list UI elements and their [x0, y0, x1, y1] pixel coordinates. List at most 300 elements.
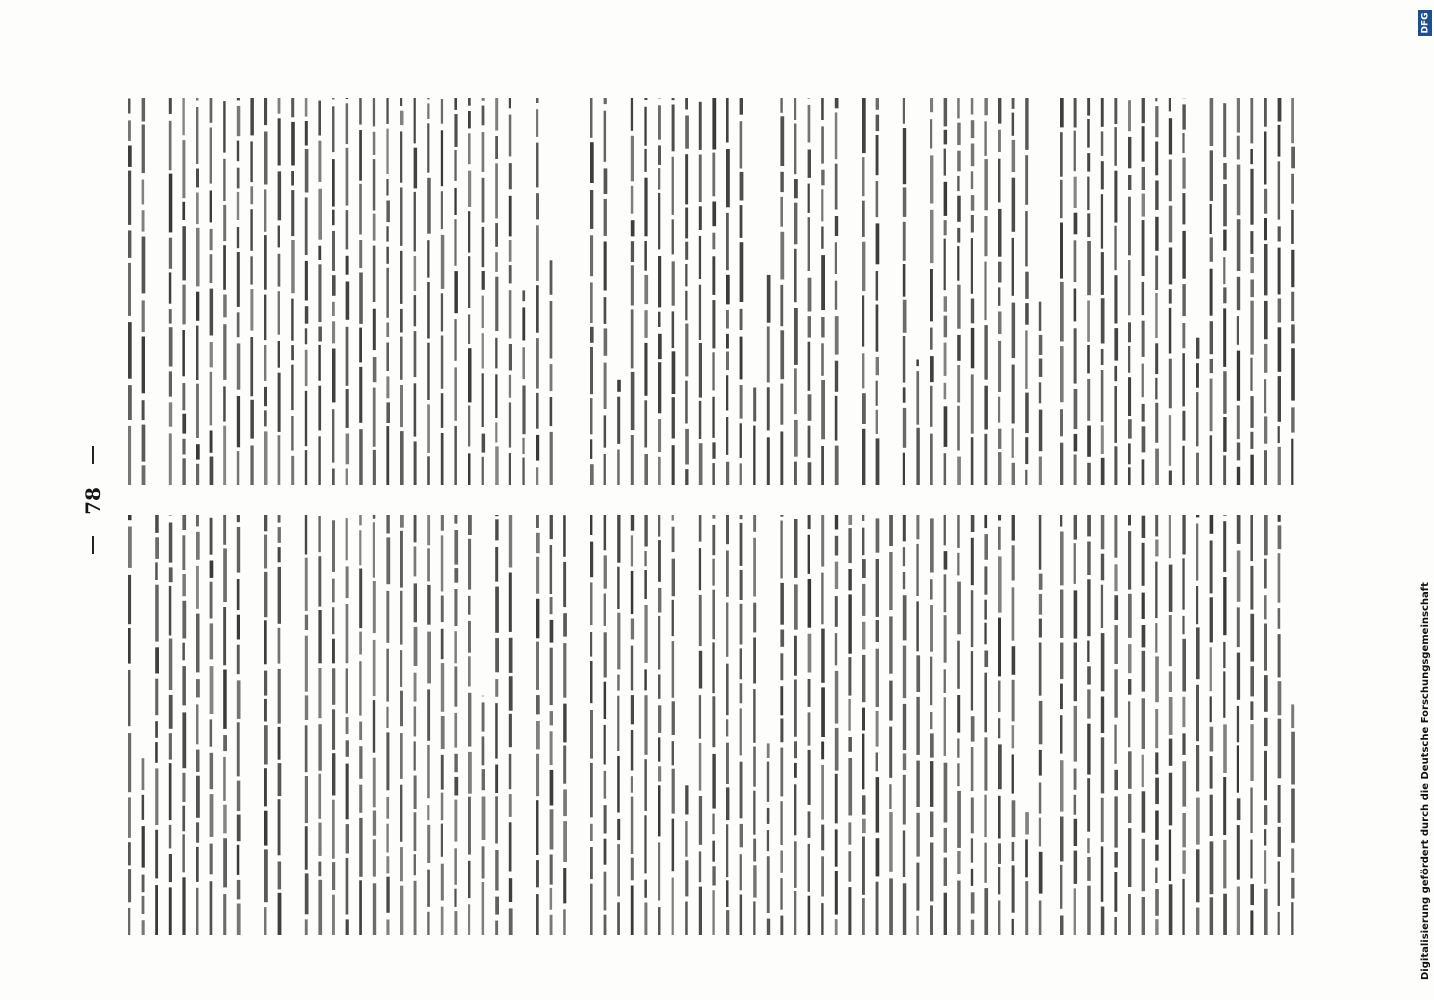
text-word-stroke: [835, 98, 839, 108]
text-word-stroke: [1060, 643, 1063, 680]
text-word-stroke: [998, 159, 1001, 203]
text-word-stroke: [1291, 704, 1294, 728]
text-word-stroke: [740, 604, 743, 645]
text-word-stroke: [427, 240, 429, 277]
text-word-stroke: [318, 516, 320, 552]
text-word-stroke: [264, 907, 267, 935]
text-word-stroke: [590, 763, 593, 817]
text-word-stroke: [196, 566, 199, 609]
text-word-stroke: [414, 776, 417, 810]
text-word-stroke: [223, 894, 226, 935]
text-word-stroke: [590, 515, 592, 535]
text-word-stroke: [808, 278, 812, 312]
text-word-stroke: [400, 251, 403, 304]
text-word-stroke: [128, 230, 131, 258]
text-word-stroke: [441, 629, 444, 659]
text-word-stroke: [590, 847, 593, 879]
text-word-stroke: [672, 600, 674, 636]
text-word-stroke: [386, 201, 390, 223]
text-word-stroke: [563, 562, 566, 607]
text-word-stroke: [1210, 597, 1213, 642]
text-word-stroke: [278, 763, 282, 796]
text-word-stroke: [1264, 379, 1266, 413]
text-word-stroke: [482, 333, 484, 368]
text-word-stroke: [482, 227, 485, 267]
text-word-stroke: [305, 197, 308, 255]
text-word-stroke: [264, 699, 267, 722]
text-word-stroke: [821, 742, 824, 760]
text-word-stroke: [971, 892, 975, 913]
text-word-stroke: [672, 397, 675, 438]
text-word-stroke: [944, 383, 947, 400]
text-word-stroke: [264, 768, 267, 806]
text-word-stroke: [223, 607, 226, 665]
text-word-stroke: [1087, 838, 1090, 853]
text-word-stroke: [1039, 359, 1043, 377]
text-word-stroke: [237, 645, 240, 675]
text-word-stroke: [1250, 666, 1254, 696]
text-word-stroke: [346, 668, 348, 713]
text-word-stroke: [196, 292, 199, 321]
text-word-stroke: [128, 99, 131, 114]
text-word-stroke: [550, 260, 553, 295]
text-word-stroke: [182, 414, 186, 434]
text-word-stroke: [1250, 149, 1253, 164]
text-word-stroke: [644, 759, 647, 811]
text-word-stroke: [957, 365, 960, 403]
text-word-stroke: [182, 877, 185, 935]
text-word-stroke: [1278, 426, 1280, 443]
text-word-stroke: [1237, 443, 1240, 461]
text-word-stroke: [862, 515, 864, 521]
text-word-stroke: [305, 695, 308, 720]
text-word-stroke: [740, 463, 742, 485]
text-word-stroke: [1012, 113, 1015, 136]
text-word-stroke: [1060, 98, 1064, 127]
text-word-stroke: [400, 886, 403, 935]
text-word-stroke: [550, 620, 554, 643]
text-word-stroke: [495, 446, 499, 485]
text-word-stroke: [441, 716, 445, 749]
text-word-stroke: [808, 426, 811, 458]
text-word-stroke: [1155, 256, 1158, 291]
text-word-stroke: [1074, 455, 1077, 486]
text-word-stroke: [210, 881, 213, 935]
text-word-stroke: [223, 101, 225, 153]
text-word-stroke: [876, 135, 879, 175]
text-word-stroke: [808, 679, 811, 707]
text-word-stroke: [318, 774, 321, 819]
text-word-stroke: [604, 168, 608, 194]
text-word-stroke: [780, 330, 784, 379]
text-word-stroke: [332, 800, 335, 859]
text-word-stroke: [1264, 718, 1268, 746]
text-word-stroke: [264, 345, 266, 381]
text-word-stroke: [278, 373, 281, 432]
text-word-stroke: [1155, 752, 1158, 774]
text-word-stroke: [1237, 405, 1240, 439]
text-word-stroke: [346, 764, 349, 820]
text-word-stroke: [318, 189, 322, 240]
text-word-stroke: [237, 451, 240, 485]
text-word-stroke: [644, 903, 647, 936]
text-word-stroke: [726, 719, 728, 736]
text-word-stroke: [1142, 755, 1144, 787]
text-word-stroke: [373, 309, 376, 350]
text-word-stroke: [862, 898, 865, 935]
text-word-stroke: [495, 765, 498, 794]
text-word-stroke: [223, 426, 226, 485]
text-word-stroke: [699, 515, 702, 542]
text-word-stroke: [536, 557, 539, 594]
text-word-stroke: [604, 594, 606, 626]
text-word-stroke: [1264, 218, 1267, 240]
text-word-stroke: [1039, 515, 1042, 570]
text-word-stroke: [1087, 857, 1091, 881]
text-word-stroke: [862, 584, 865, 616]
text-word-stroke: [142, 337, 145, 394]
text-word-stroke: [223, 548, 227, 602]
text-word-stroke: [984, 888, 988, 935]
text-word-stroke: [712, 153, 715, 197]
text-word-stroke: [590, 142, 594, 183]
text-word-stroke: [998, 843, 1001, 864]
text-word-stroke: [454, 800, 457, 842]
text-word-stroke: [509, 794, 512, 817]
text-word-stroke: [536, 143, 539, 188]
text-word-stroke: [631, 886, 634, 936]
text-word-stroke: [998, 681, 1001, 713]
text-word-stroke: [400, 385, 403, 427]
text-word-stroke: [876, 115, 880, 131]
text-word-stroke: [1101, 131, 1104, 156]
text-word-stroke: [780, 432, 783, 486]
text-word-stroke: [780, 285, 783, 326]
text-word-stroke: [658, 907, 661, 935]
text-word-stroke: [1278, 327, 1282, 372]
text-word-stroke: [971, 299, 974, 324]
text-word-stroke: [128, 527, 132, 568]
text-word-stroke: [332, 210, 335, 226]
text-word-stroke: [223, 324, 226, 380]
text-word-stroke: [1039, 750, 1042, 776]
text-word-stroke: [373, 640, 376, 696]
text-word-stroke: [1210, 541, 1213, 594]
text-word-stroke: [794, 249, 797, 302]
text-word-stroke: [1237, 551, 1241, 602]
text-word-stroke: [1169, 884, 1173, 935]
text-word-stroke: [998, 429, 1001, 449]
text-word-stroke: [1128, 828, 1131, 887]
text-word-stroke: [1114, 595, 1118, 620]
text-word-stroke: [604, 805, 607, 833]
text-word-stroke: [944, 615, 947, 663]
text-word-stroke: [1155, 293, 1158, 338]
text-word-stroke: [509, 453, 511, 485]
text-word-stroke: [373, 388, 376, 447]
text-word-stroke: [1196, 392, 1199, 446]
text-word-stroke: [1142, 321, 1145, 357]
text-word-stroke: [699, 343, 702, 398]
text-word-stroke: [1074, 177, 1077, 208]
text-word-stroke: [482, 769, 485, 790]
text-word-stroke: [1278, 161, 1281, 219]
text-word-stroke: [957, 228, 960, 243]
text-word-stroke: [889, 616, 892, 673]
text-word-stroke: [196, 750, 200, 772]
text-word-stroke: [210, 431, 213, 453]
text-word-stroke: [1182, 813, 1186, 847]
text-word-stroke: [522, 458, 524, 486]
text-word-stroke: [427, 456, 430, 485]
text-word-stroke: [658, 256, 661, 307]
text-word-stroke: [903, 387, 906, 402]
text-word-stroke: [889, 784, 891, 809]
text-word-stroke: [291, 190, 294, 236]
text-word-stroke: [468, 406, 470, 447]
text-word-stroke: [1237, 653, 1240, 700]
text-word-stroke: [1196, 908, 1199, 935]
text-word-stroke: [318, 141, 321, 182]
text-word-stroke: [1169, 697, 1173, 735]
text-word-stroke: [876, 223, 880, 264]
text-word-stroke: [930, 386, 933, 427]
text-word-stroke: [305, 558, 308, 611]
text-word-stroke: [984, 325, 987, 380]
text-word-stroke: [699, 443, 703, 485]
text-word-stroke: [332, 709, 335, 750]
text-word-stroke: [264, 515, 267, 531]
text-word-stroke: [359, 722, 362, 740]
text-word-stroke: [835, 515, 838, 530]
text-word-stroke: [482, 457, 484, 485]
text-word-stroke: [1278, 608, 1281, 629]
text-word-stroke: [386, 226, 388, 241]
text-word-stroke: [1087, 426, 1091, 457]
text-word-stroke: [957, 98, 960, 118]
text-word-stroke: [495, 638, 499, 672]
text-word-stroke: [848, 822, 851, 844]
text-word-stroke: [237, 722, 240, 776]
text-word-stroke: [1291, 292, 1294, 321]
text-word-stroke: [631, 309, 634, 368]
text-word-stroke: [400, 733, 403, 779]
text-word-stroke: [169, 272, 172, 303]
text-word-stroke: [672, 701, 675, 735]
text-word-stroke: [332, 668, 335, 705]
text-word-stroke: [1210, 379, 1213, 432]
text-word-stroke: [1060, 443, 1063, 485]
text-word-stroke: [250, 98, 254, 135]
text-word-stroke: [264, 849, 268, 902]
text-word-stroke: [998, 130, 1001, 152]
text-word-stroke: [509, 754, 512, 789]
text-word-stroke: [862, 819, 866, 833]
text-word-stroke: [1074, 98, 1077, 128]
text-word-stroke: [1223, 671, 1225, 717]
text-word-stroke: [903, 547, 905, 566]
text-word-stroke: [563, 821, 567, 862]
text-word-stroke: [1264, 301, 1268, 339]
text-word-stroke: [1278, 515, 1281, 522]
text-word-stroke: [318, 386, 321, 431]
text-word-stroke: [1142, 543, 1145, 586]
text-word-stroke: [998, 209, 1002, 257]
text-word-stroke: [590, 464, 594, 485]
text-word-stroke: [468, 515, 472, 535]
text-word-stroke: [604, 111, 607, 162]
text-word-stroke: [998, 901, 1000, 936]
text-word-stroke: [1039, 643, 1042, 696]
text-word-stroke: [169, 327, 173, 366]
text-word-stroke: [726, 880, 729, 907]
text-word-stroke: [1060, 684, 1063, 710]
text-word-stroke: [672, 878, 674, 935]
text-word-stroke: [1012, 919, 1014, 935]
text-word-stroke: [916, 428, 919, 485]
text-word-stroke: [332, 106, 335, 152]
text-word-stroke: [780, 384, 783, 425]
text-word-stroke: [1087, 778, 1090, 832]
text-word-stroke: [1250, 455, 1253, 485]
text-word-stroke: [726, 310, 729, 329]
text-word-stroke: [346, 604, 349, 663]
text-word-stroke: [644, 669, 646, 690]
text-word-stroke: [672, 351, 676, 394]
text-word-stroke: [1169, 308, 1172, 354]
text-word-stroke: [794, 420, 798, 457]
text-word-stroke: [414, 295, 417, 326]
text-word-stroke: [590, 327, 594, 343]
text-word-stroke: [903, 264, 906, 297]
text-word-stroke: [482, 702, 485, 731]
text-word-stroke: [1264, 850, 1266, 884]
text-word-stroke: [223, 670, 227, 729]
text-word-stroke: [903, 704, 906, 750]
text-word-stroke: [386, 732, 389, 790]
text-word-stroke: [1101, 907, 1105, 936]
text-word-stroke: [169, 371, 172, 396]
text-word-stroke: [400, 591, 403, 645]
text-word-stroke: [1291, 407, 1294, 432]
text-word-stroke: [278, 254, 281, 287]
text-word-stroke: [169, 825, 172, 849]
text-word-stroke: [1210, 795, 1213, 836]
text-word-stroke: [604, 515, 607, 550]
text-word-stroke: [400, 531, 403, 588]
text-word-stroke: [944, 574, 947, 612]
text-word-stroke: [250, 337, 253, 396]
text-word-stroke: [930, 210, 934, 263]
text-word-stroke: [1074, 769, 1077, 790]
text-word-stroke: [536, 800, 539, 855]
text-word-stroke: [346, 98, 349, 99]
text-word-stroke: [210, 342, 213, 367]
text-word-stroke: [1278, 98, 1282, 122]
text-word-stroke: [1012, 178, 1016, 232]
text-word-stroke: [373, 883, 376, 935]
text-word-stroke: [346, 469, 348, 486]
text-word-stroke: [1087, 98, 1090, 116]
text-word-stroke: [916, 655, 920, 692]
text-word-stroke: [495, 338, 497, 369]
text-word-stroke: [196, 107, 198, 164]
text-word-stroke: [305, 615, 308, 630]
text-word-stroke: [182, 383, 185, 410]
text-word-stroke: [1142, 167, 1145, 190]
text-word-stroke: [780, 197, 783, 227]
text-word-stroke: [1012, 800, 1016, 837]
text-word-stroke: [631, 730, 634, 771]
text-word-stroke: [699, 887, 702, 935]
text-word-stroke: [495, 422, 497, 442]
text-word-stroke: [699, 595, 702, 646]
text-word-stroke: [1060, 282, 1064, 342]
text-word-stroke: [1291, 789, 1295, 843]
text-word-stroke: [128, 171, 131, 225]
text-word-stroke: [780, 748, 783, 797]
text-word-stroke: [726, 664, 729, 716]
text-word-stroke: [359, 530, 361, 565]
text-word-stroke: [903, 336, 906, 383]
text-word-stroke: [536, 467, 538, 485]
text-word-stroke: [1264, 450, 1267, 485]
text-word-stroke: [414, 148, 418, 189]
text-word-stroke: [1169, 248, 1172, 285]
text-word-stroke: [237, 781, 241, 812]
text-word-stroke: [468, 904, 470, 935]
text-word-stroke: [1223, 455, 1226, 485]
text-word-stroke: [386, 649, 389, 702]
text-word-stroke: [712, 559, 714, 586]
text-word-stroke: [482, 696, 485, 697]
text-word-stroke: [1087, 689, 1090, 718]
text-word-stroke: [631, 776, 633, 793]
text-word-stroke: [726, 213, 729, 270]
text-word-stroke: [509, 240, 512, 262]
text-word-stroke: [944, 343, 947, 376]
text-word-stroke: [536, 285, 539, 333]
text-word-stroke: [1039, 818, 1041, 847]
text-word-stroke: [210, 561, 214, 578]
text-word-stroke: [1196, 338, 1199, 359]
text-word-stroke: [1264, 416, 1267, 443]
text-word-stroke: [1074, 289, 1077, 322]
text-word-stroke: [495, 587, 499, 633]
text-word-stroke: [386, 824, 388, 853]
text-word-stroke: [794, 741, 797, 758]
text-word-stroke: [454, 713, 457, 748]
text-word-stroke: [740, 309, 743, 330]
text-word-stroke: [1101, 554, 1104, 581]
text-word-stroke: [509, 98, 511, 108]
text-word-stroke: [780, 116, 784, 166]
text-word-stroke: [1223, 103, 1226, 157]
text-word-stroke: [291, 98, 294, 117]
text-word-stroke: [264, 431, 268, 485]
text-word-stroke: [509, 515, 512, 568]
text-word-stroke: [1114, 872, 1117, 912]
text-word-stroke: [753, 638, 756, 684]
text-word-stroke: [142, 425, 146, 462]
text-word-stroke: [1012, 428, 1014, 458]
text-word-stroke: [699, 651, 702, 689]
text-word-stroke: [753, 839, 756, 862]
text-word-stroke: [876, 357, 879, 375]
text-word-stroke: [699, 743, 702, 791]
text-word-stroke: [658, 193, 660, 250]
text-word-stroke: [441, 130, 443, 186]
